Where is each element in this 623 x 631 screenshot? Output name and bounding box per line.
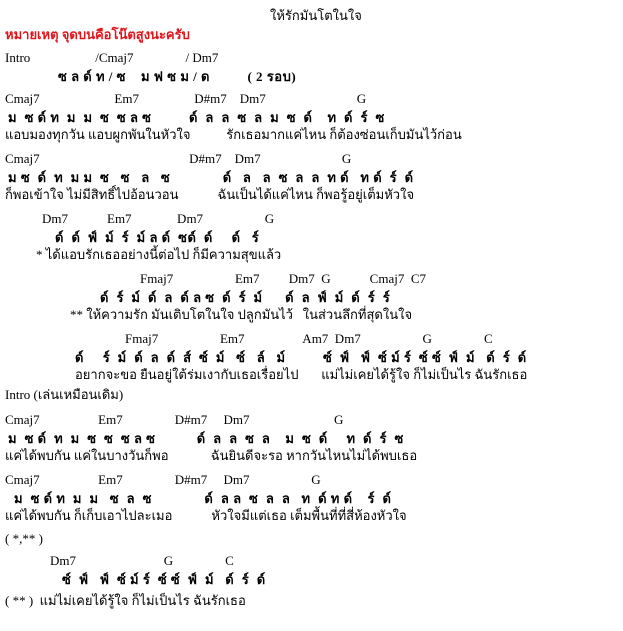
chord-line: Intro (เล่นเหมือนเดิม) (5, 387, 124, 402)
lyric-line: แค่ได้พบกัน ก็เก็บเอาไปละเมอ หัวใจมีแต่เธอ เต็มพื้นที่ที่สี่ห้องหัวใจ (5, 508, 407, 523)
notes-line: ม ซ ด์ ท ม ม ซ ล ซ ด์ ล ล ซ ล ล ท ด์ ท ด์ ร์ ด์ (14, 491, 392, 506)
lyric-line: * ได้แอบรักเธออย่างนี้ต่อไป ก็มีความสุขแล้ว (36, 247, 282, 262)
notes-line: ม ซ ด์ ท ม ซ ซ ซ ล ซ ด์ ล ล ซ ล ม ซ ด์ ท ด์ ร์ ซ (8, 431, 404, 446)
notes-line: ด์ ด์ ฟ์ ม์ ร์ ม์ ล ด์ ซด์ ด์ ด์ ร์ (55, 230, 260, 245)
lyric-line: อยากจะขอ ยืนอยู่ใต้ร่มเงากับเธอเรื่อยไป แม่ไม่เคยได้รู้ใจ ก็ไม่เป็นไร ฉันรักเธอ (75, 367, 528, 382)
notes-line: ด์ ร์ ม์ ด์ ล ด์ ล ซ ด์ ร์ ม์ ด์ ล ฟ์ ม์ ด์ ร์ ร์ (100, 290, 391, 305)
chord-line: Fmaj7 Em7 Dm7 G Cmaj7 C7 (140, 271, 426, 286)
chord-line: Cmaj7 Em7 D#m7 Dm7 G (5, 472, 321, 487)
lyric-line: ** ให้ความรัก มันเติบโตในใจ ปลูกมันไว้ ในส่วนลึกที่สุดในใจ (70, 307, 413, 322)
chord-line: Fmaj7 Em7 Am7 Dm7 G C (125, 331, 493, 346)
lyric-line: ก็พอเข้าใจ ไม่มีสิทธิ์ไปอ้อนวอน ฉันเป็นได้แค่ไหน ก็พอรู้อยู่เต็มหัวใจ (5, 187, 415, 202)
chord-line: Dm7 G C (50, 553, 234, 568)
lyric-line: ( ** ) แม่ไม่เคยได้รู้ใจ ก็ไม่เป็นไร ฉันรักเธอ (5, 593, 246, 608)
song-title: ให้รักมันโตในใจ (270, 8, 362, 23)
notes-line: ซ ล ด์ ท / ซ ม ฟ ซ ม / ด ( 2 รอบ) (58, 69, 297, 84)
notes-line: ซ์ ฟ์ ฟ์ ซ์ ม์ ร์ ซ์ ซ์ ฟ์ ม์ ด์ ร์ ด์ (62, 572, 266, 587)
notes-line: ด์ ร์ ม์ ด์ ล ด์ ส์ ซ์ ม์ ซ์ ล์ ม์ ซ์ ฟ์ ฟ์ ซ์ ม์ ร์ ซ์ ซ์ ฟ์ ม์ ด์ ร์ ด์ (75, 350, 527, 365)
lyric-line: แค่ได้พบกัน แค่ในบางวันก็พอ ฉันยินดีจะรอ หากวันไหนไม่ได้พบเธอ (5, 448, 418, 463)
chord-line: Intro /Cmaj7 / Dm7 (5, 50, 219, 65)
note-text: หมายเหตุ จุดบนคือโน๊ตสูงนะครับ (5, 27, 190, 42)
chord-line: Dm7 Em7 Dm7 G (42, 211, 275, 226)
chord-line: Cmaj7 Em7 D#m7 Dm7 G (5, 412, 344, 427)
notes-line: ม ซ ด์ ท ม ม ซ ซ ล ซ ด์ ล ล ซ ล ม ซ ด์ ท ด์ ร์ ซ (8, 110, 385, 125)
notes-line: ม ซ ด์ ท ม ม ซ ซ ล ซ ด์ ล ล ซ ล ล ท ด์ ท ด์ ร์ ด์ (8, 170, 414, 185)
lyric-line: แอบมองทุกวัน แอบผูกพันในหัวใจ รักเธอมากแค่ไหน ก็ต้องซ่อนเก็บมันไว้ก่อน (5, 127, 462, 142)
chord-line: Cmaj7 Em7 D#m7 Dm7 G (5, 91, 367, 106)
lyric-line: ( *,** ) (5, 531, 43, 546)
chord-line: Cmaj7 D#m7 Dm7 G (5, 151, 352, 166)
